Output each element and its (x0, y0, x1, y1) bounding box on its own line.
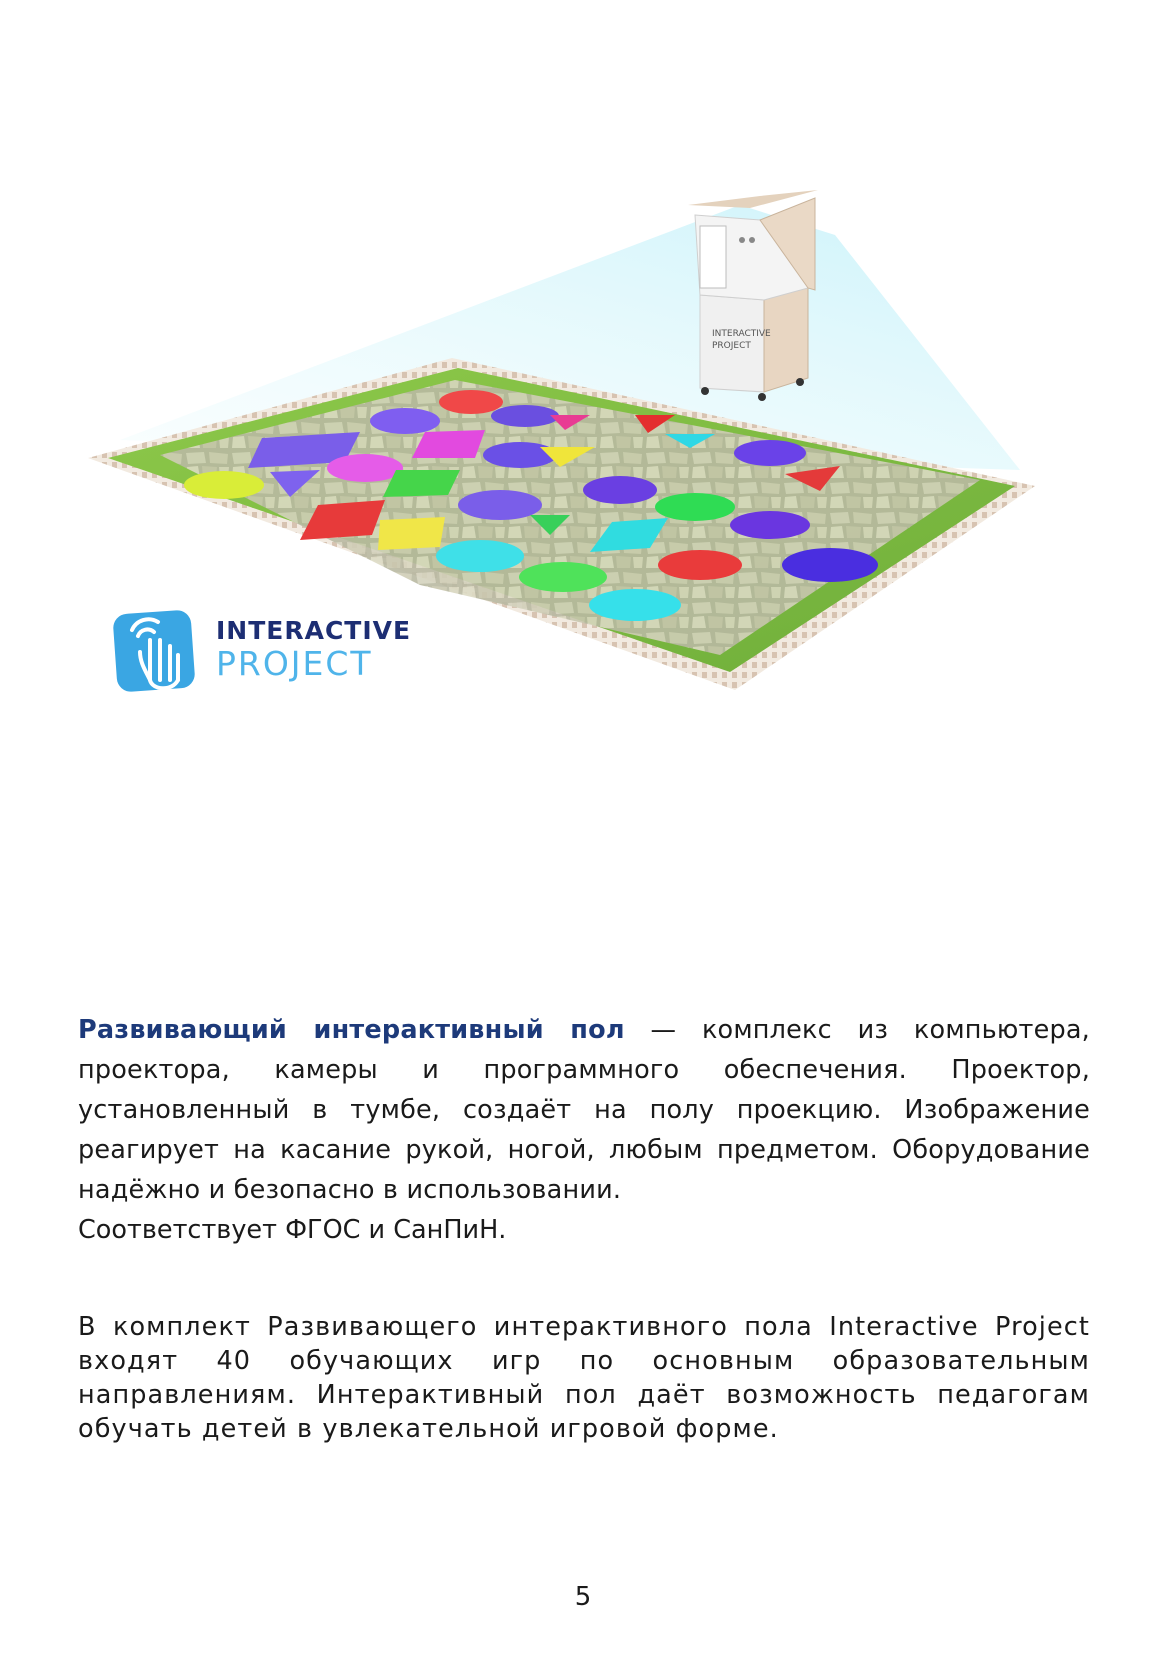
projector-kiosk (688, 190, 818, 401)
logo-line1: INTERACTIVE (216, 616, 412, 645)
kiosk-label-line1: INTERACTIVE (712, 329, 771, 339)
page-number: 5 (574, 1582, 592, 1612)
package-paragraph: В комплект Развивающего интерактивного пола Interactive Project входят 40 обучающих игр по основным образовательным направлениям. Интерактивный пол даёт возможность педагогам обучать детей в увлекательной игровой форме. (78, 1312, 1090, 1444)
compliance-statement: Соответствует ФГОС и СанПиН. (78, 1215, 507, 1245)
interactive-floor-illustration (0, 0, 1166, 760)
description-text: — комплекс из компьютера, проектора, камеры и программного обеспечения. Проектор, установленный в тумбе, создаёт на полу проекцию. Изображение реагирует на касание рукой, ногой, любым предметом. Оборудование надёжно и безопасно в использовании. (78, 1015, 1090, 1205)
kiosk-label-line2: PROJECT (712, 341, 751, 351)
brand-logo (112, 609, 411, 692)
description-paragraph (78, 1010, 1090, 1210)
product-term: Развивающий интерактивный пол (78, 1015, 625, 1045)
logo-line2: PROJECT (216, 644, 373, 683)
